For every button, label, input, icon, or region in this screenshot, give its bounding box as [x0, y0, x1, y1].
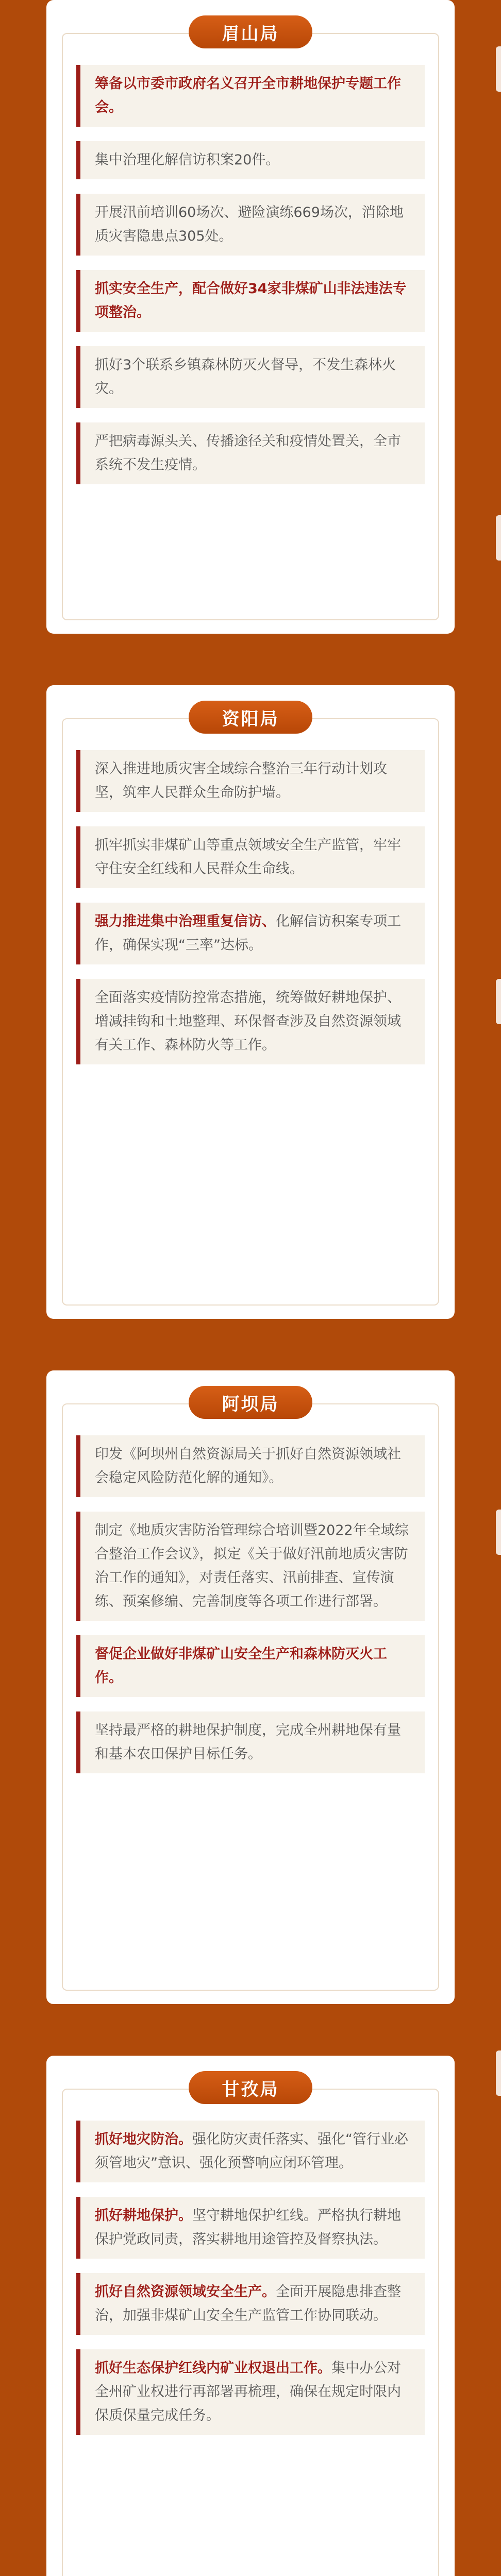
list-item: 深入推进地质灾害全域综合整治三年行动计划攻坚，筑牢人民群众生命防护墙。: [76, 750, 425, 812]
side-tab: [496, 1510, 501, 1555]
list-item: 抓好自然资源领域安全生产。全面开展隐患排查整治，加强非煤矿山安全生产监管工作协同联动。: [76, 2273, 425, 2335]
side-tab: [496, 515, 501, 561]
list-item: 严把病毒源头关、传播途径关和疫情处置关，全市系统不发生疫情。: [76, 422, 425, 484]
item-list: [76, 65, 425, 499]
section-aba: [46, 1370, 455, 2004]
side-tab: [496, 2050, 501, 2096]
list-item: 制定《地质灾害防治管理综合培训暨2022年全域综合整治工作会议》，拟定《关于做好汛前地质灾害防治工作的通知》，对责任落实、汛前排查、宣传演练、预案修编、完善制度等各项工作进行部署。: [76, 1512, 425, 1621]
section-ganzi: [46, 2056, 455, 2576]
item-list: [76, 750, 425, 1079]
side-tab: [496, 46, 501, 92]
section-title: 阿坝局: [189, 1386, 312, 1419]
list-item: 抓好3个联系乡镇森林防灭火督导，不发生森林火灾。: [76, 346, 425, 408]
list-item: 坚持最严格的耕地保护制度，完成全州耕地保有量和基本农田保护目标任务。: [76, 1711, 425, 1773]
section-ziyang: [46, 685, 455, 1319]
list-item: 强力推进集中治理重复信访、化解信访积案专项工作，确保实现“三率”达标。: [76, 903, 425, 964]
list-item: 抓好地灾防治。强化防灾责任落实、强化“管行业必须管地灾”意识、强化预警响应闭环管理。: [76, 2121, 425, 2182]
section-title: 资阳局: [189, 701, 312, 734]
list-item: 开展汛前培训60场次、避险演练669场次，消除地质灾害隐患点305处。: [76, 194, 425, 256]
item-list: [76, 1435, 425, 1788]
list-item: 督促企业做好非煤矿山安全生产和森林防灭火工作。: [76, 1635, 425, 1697]
list-item: 筹备以市委市政府名义召开全市耕地保护专题工作会。: [76, 65, 425, 127]
section-title: 眉山局: [189, 15, 312, 48]
list-item: 印发《阿坝州自然资源局关于抓好自然资源领域社会稳定风险防范化解的通知》。: [76, 1435, 425, 1497]
list-item: 集中治理化解信访积案20件。: [76, 141, 425, 179]
list-item: 抓实安全生产，配合做好34家非煤矿山非法违法专项整治。: [76, 270, 425, 332]
list-item: 全面落实疫情防控常态措施，统筹做好耕地保护、增减挂钩和土地整理、环保督查涉及自然资源领域有关工作、森林防火等工作。: [76, 979, 425, 1064]
item-list: [76, 2121, 425, 2449]
list-item: 抓好耕地保护。坚守耕地保护红线。严格执行耕地保护党政同责，落实耕地用途管控及督察执法。: [76, 2197, 425, 2259]
list-item: 抓牢抓实非煤矿山等重点领域安全生产监管，牢牢守住安全红线和人民群众生命线。: [76, 826, 425, 888]
side-tab: [496, 979, 501, 1024]
section-title: 甘孜局: [189, 2071, 312, 2104]
list-item: 抓好生态保护红线内矿业权退出工作。集中办公对全州矿业权进行再部署再梳理，确保在规定时限内保质保量完成任务。: [76, 2349, 425, 2435]
section-meishan: [46, 0, 455, 634]
